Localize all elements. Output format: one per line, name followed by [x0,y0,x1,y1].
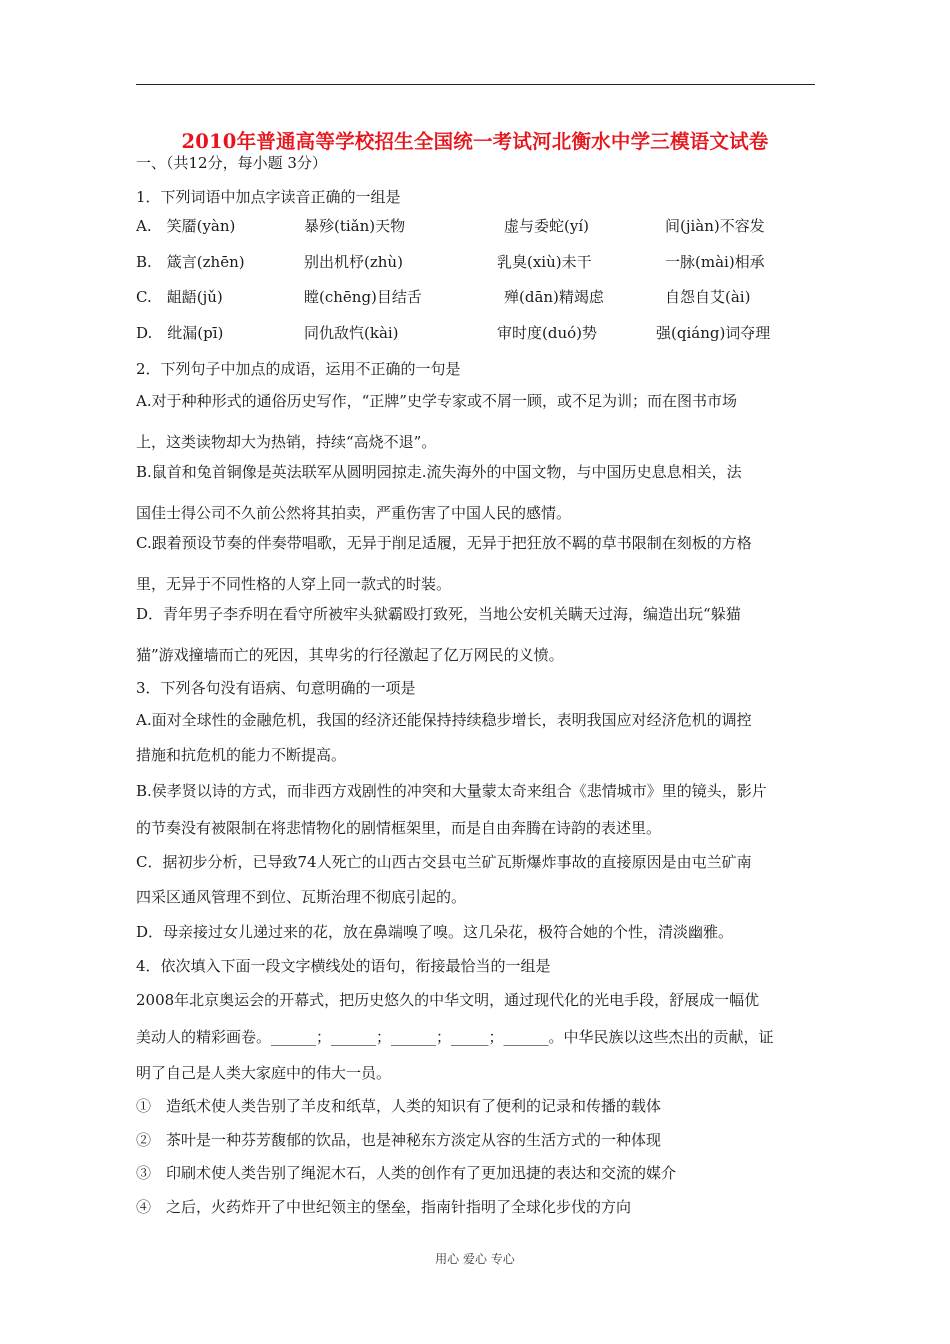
q1-option-a-3: 虚与委蛇(yí) [504,217,589,235]
q1-option-b-4: 一脉(mài)相承 [665,253,765,271]
question-1-stem: 1．下列词语中加点字读音正确的一组是 [136,188,401,206]
q4-line: 明了自己是人类大家庭中的伟大一员。 [136,1064,392,1082]
q3-line: 的节奏没有被限制在将悲情物化的剧情框架里，而是自由奔腾在诗韵的表述里。 [136,819,662,837]
q3-line: B.侯孝贤以诗的方式，而非西方戏剧性的冲突和大量蒙太奇来组合《悲情城市》里的镜头，影片 [136,782,767,800]
question-4-stem: 4．依次填入下面一段文字横线处的语句，衔接最恰当的一组是 [136,957,551,975]
q2-line: 上，这类读物却大为热销，持续“高烧不退”。 [136,433,437,451]
q2-line: C.跟着预设节奏的伴奏带唱歌，无异于削足适履，无异于把狂放不羁的草书限制在刻板的方格 [136,534,752,552]
q1-option-a-2: 暴殄(tiǎn)天物 [304,217,406,235]
q3-line: 四采区通风管理不到位、瓦斯治理不彻底引起的。 [136,888,467,906]
q1-option-c-3: 殚(dān)精竭虑 [504,288,604,306]
exam-title: 2010年普通高等学校招生全国统一考试河北衡水中学三模语文试卷 [181,130,769,153]
question-2-stem: 2．下列句子中加点的成语，运用不正确的一句是 [136,360,461,378]
question-3-stem: 3．下列各句没有语病、句意明确的一项是 [136,679,416,697]
q2-line: 里，无异于不同性格的人穿上同一款式的时装。 [136,575,452,593]
q3-line: D．母亲接过女儿递过来的花，放在鼻端嗅了嗅。这几朵花，极符合她的个性，清淡幽雅。 [136,923,734,941]
page-footer: 用心 爱心 专心 [435,1252,515,1266]
q2-line: B.鼠首和兔首铜像是英法联军从圆明园掠走.流失海外的中国文物，与中国历史息息相关，法 [136,463,742,481]
q4-line: 2008年北京奥运会的开幕式，把历史悠久的中华文明，通过现代化的光电手段，舒展成一幅优 [136,991,760,1009]
q3-line: C．据初步分析，已导致74人死亡的山西古交县屯兰矿瓦斯爆炸事故的直接原因是由屯兰矿南 [136,853,752,871]
q3-line: A.面对全球性的金融危机，我国的经济还能保持持续稳步增长，表明我国应对经济危机的调控 [136,711,752,729]
q1-option-b-2: 别出机杼(zhù) [304,253,403,271]
q4-item-2: ② 茶叶是一种芬芳馥郁的饮品，也是神秘东方淡定从容的生活方式的一种体现 [136,1131,662,1149]
q1-option-b-3: 乳臭(xiù)未干 [497,253,592,271]
q2-line: 国佳士得公司不久前公然将其拍卖，严重伤害了中国人民的感情。 [136,504,572,522]
q1-option-c-1: C. 龃龉(jǔ) [136,288,223,306]
q1-option-d-1: D. 纰漏(pī) [136,324,224,342]
q4-item-1: ① 造纸术使人类告别了羊皮和纸草，人类的知识有了便利的记录和传播的载体 [136,1097,662,1115]
q4-item-3: ③ 印刷术使人类告别了绳泥木石，人类的创作有了更加迅捷的表达和交流的媒介 [136,1164,677,1182]
q1-option-d-4: 强(qiáng)词夺理 [656,324,771,342]
q1-option-d-3: 审时度(duó)势 [497,324,597,342]
q2-line: 猫”游戏撞墙而亡的死因，其卑劣的行径激起了亿万网民的义愤。 [136,646,564,664]
section-heading: 一、（共12分，每小题 3分） [136,154,327,172]
q4-item-4: ④ 之后，火药炸开了中世纪领主的堡垒，指南针指明了全球化步伐的方向 [136,1198,632,1216]
q1-option-a-4: 间(jiàn)不容发 [665,217,765,235]
top-rule [136,84,815,85]
q4-line: 美动人的精彩画卷。______；______；______；_____；______。中华民族以这些杰出的贡献，证 [136,1028,774,1046]
q1-option-b-1: B. 箴言(zhēn) [136,253,245,271]
q1-option-c-4: 自怨自艾(ài) [665,288,751,306]
q1-option-a-1: A. 笑靥(yàn) [136,217,236,235]
q3-line: 措施和抗危机的能力不断提高。 [136,746,347,764]
q2-line: D．青年男子李乔明在看守所被牢头狱霸殴打致死，当地公安机关瞒天过海，编造出玩“躲猫 [136,605,741,623]
q1-option-d-2: 同仇敌忾(kài) [304,324,399,342]
q1-option-c-2: 瞠(chēng)目结舌 [304,288,422,306]
q2-line: A.对于种种形式的通俗历史写作，“正牌”史学专家或不屑一顾，或不足为训；而在图书市场 [136,392,737,410]
